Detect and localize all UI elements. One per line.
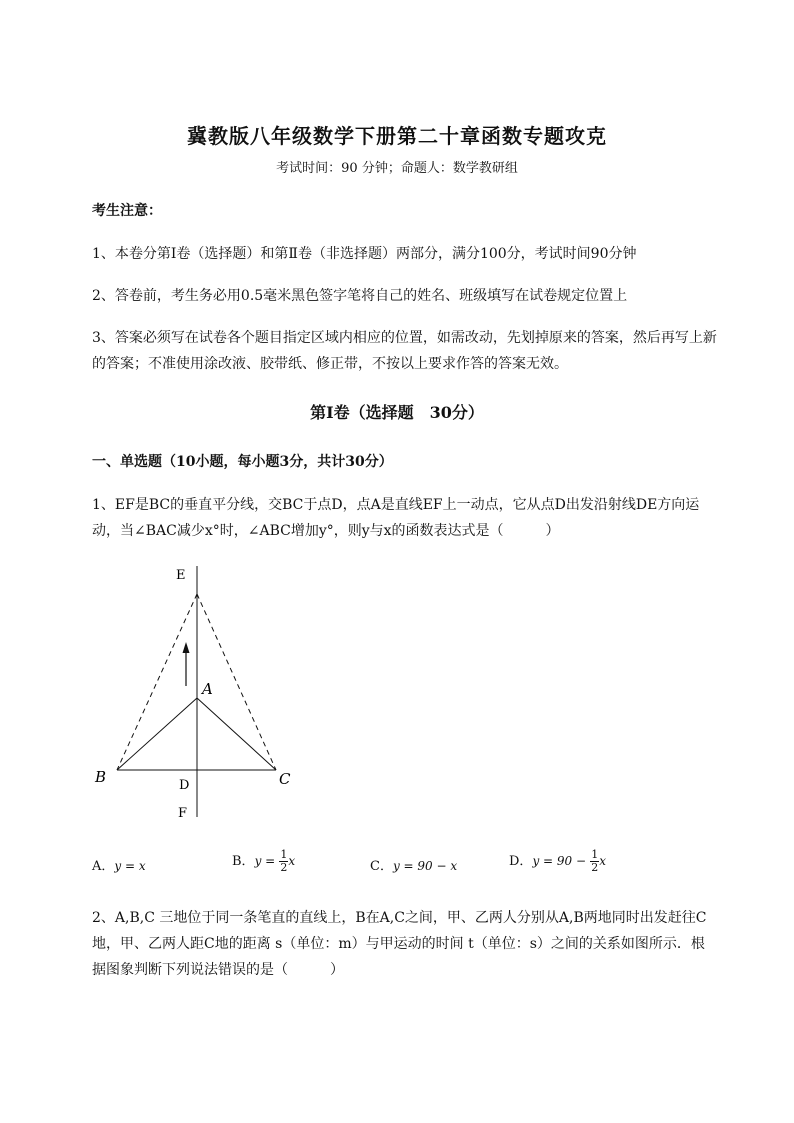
option-b-fraction (279, 849, 288, 874)
section-title: 第Ⅰ卷（选择题 30分） (310, 403, 484, 422)
arrow-head-icon (183, 642, 190, 653)
option-b-prefix: B． (232, 854, 255, 869)
option-a-prefix: A． (92, 859, 115, 874)
option-a[interactable] (92, 855, 146, 874)
label-d: D (179, 778, 190, 793)
option-d-prefix: D． (509, 854, 533, 869)
option-c-expr: y = 90 − x (392, 859, 458, 873)
question-1-line-1: 1、EF是BC的垂直平分线，交BC于点D，点A是直线EF上一动点，它从点D出发沿射线DE方向运 (92, 497, 700, 513)
notice-item-3-cont: 的答案；不准使用涂改液、胶带纸、修正带，不按以上要求作答的答案无效。 (92, 356, 568, 372)
exam-info: 考试时间：90 分钟；命题人：数学教研组 (276, 161, 518, 176)
option-d-var: x (599, 854, 606, 868)
segment-ac (197, 698, 276, 770)
label-f: F (178, 806, 188, 821)
segment-ab (117, 698, 197, 770)
option-d-lhs: y = 90 − (532, 854, 587, 868)
dashed-line-eb (117, 594, 197, 770)
option-b-den: 2 (280, 861, 288, 874)
label-c: C (279, 770, 291, 788)
option-b[interactable] (232, 849, 295, 874)
notice-item-3: 3、答案必须写在试卷各个题目指定区域内相应的位置，如需改动，先划掉原来的答案，然后再写上新 (92, 330, 717, 346)
notice-item-1: 1、本卷分第Ⅰ卷（选择题）和第Ⅱ卷（非选择题）两部分，满分100分，考试时间90分钟 (92, 246, 637, 262)
notice-item-2: 2、答卷前，考生务必用0.5毫米黑色签字笔将自己的姓名、班级填写在试卷规定位置上 (92, 288, 628, 304)
question-2-line-2: 地，甲、乙两人距C地的距离 s（单位：m）与甲运动的时间 t（单位：s）之间的关系如图所示．根 (92, 936, 705, 952)
geometry-figure (90, 560, 320, 825)
question-1-line-2: 动，当∠BAC减少x°时，∠ABC增加y°，则y与x的函数表达式是（ ） (92, 523, 560, 539)
option-d[interactable] (509, 849, 606, 874)
option-d-fraction (590, 849, 599, 874)
label-e: E (176, 568, 186, 583)
label-a: A (202, 680, 213, 698)
option-b-var: x (288, 854, 296, 868)
label-b: B (95, 768, 107, 786)
question-2-line-3: 据图象判断下列说法错误的是（ ） (92, 962, 344, 978)
notice-heading: 考生注意： (92, 203, 162, 219)
option-c-prefix: C． (370, 859, 393, 874)
option-d-den: 2 (591, 861, 599, 874)
section-subtitle: 一、单选题（10小题，每小题3分，共计30分） (92, 454, 393, 470)
option-b-lhs: y = (254, 854, 276, 868)
option-d-num: 1 (591, 848, 599, 861)
option-b-num: 1 (280, 848, 288, 861)
option-a-expr: y = x (114, 859, 146, 873)
page-title: 冀教版八年级数学下册第二十章函数专题攻克 (187, 124, 607, 148)
question-2-line-1: 2、A,B,C 三地位于同一条笔直的直线上，B在A,C之间，甲、乙两人分别从A,B两地同时出发赶往C (92, 910, 707, 926)
option-c[interactable] (370, 855, 457, 874)
